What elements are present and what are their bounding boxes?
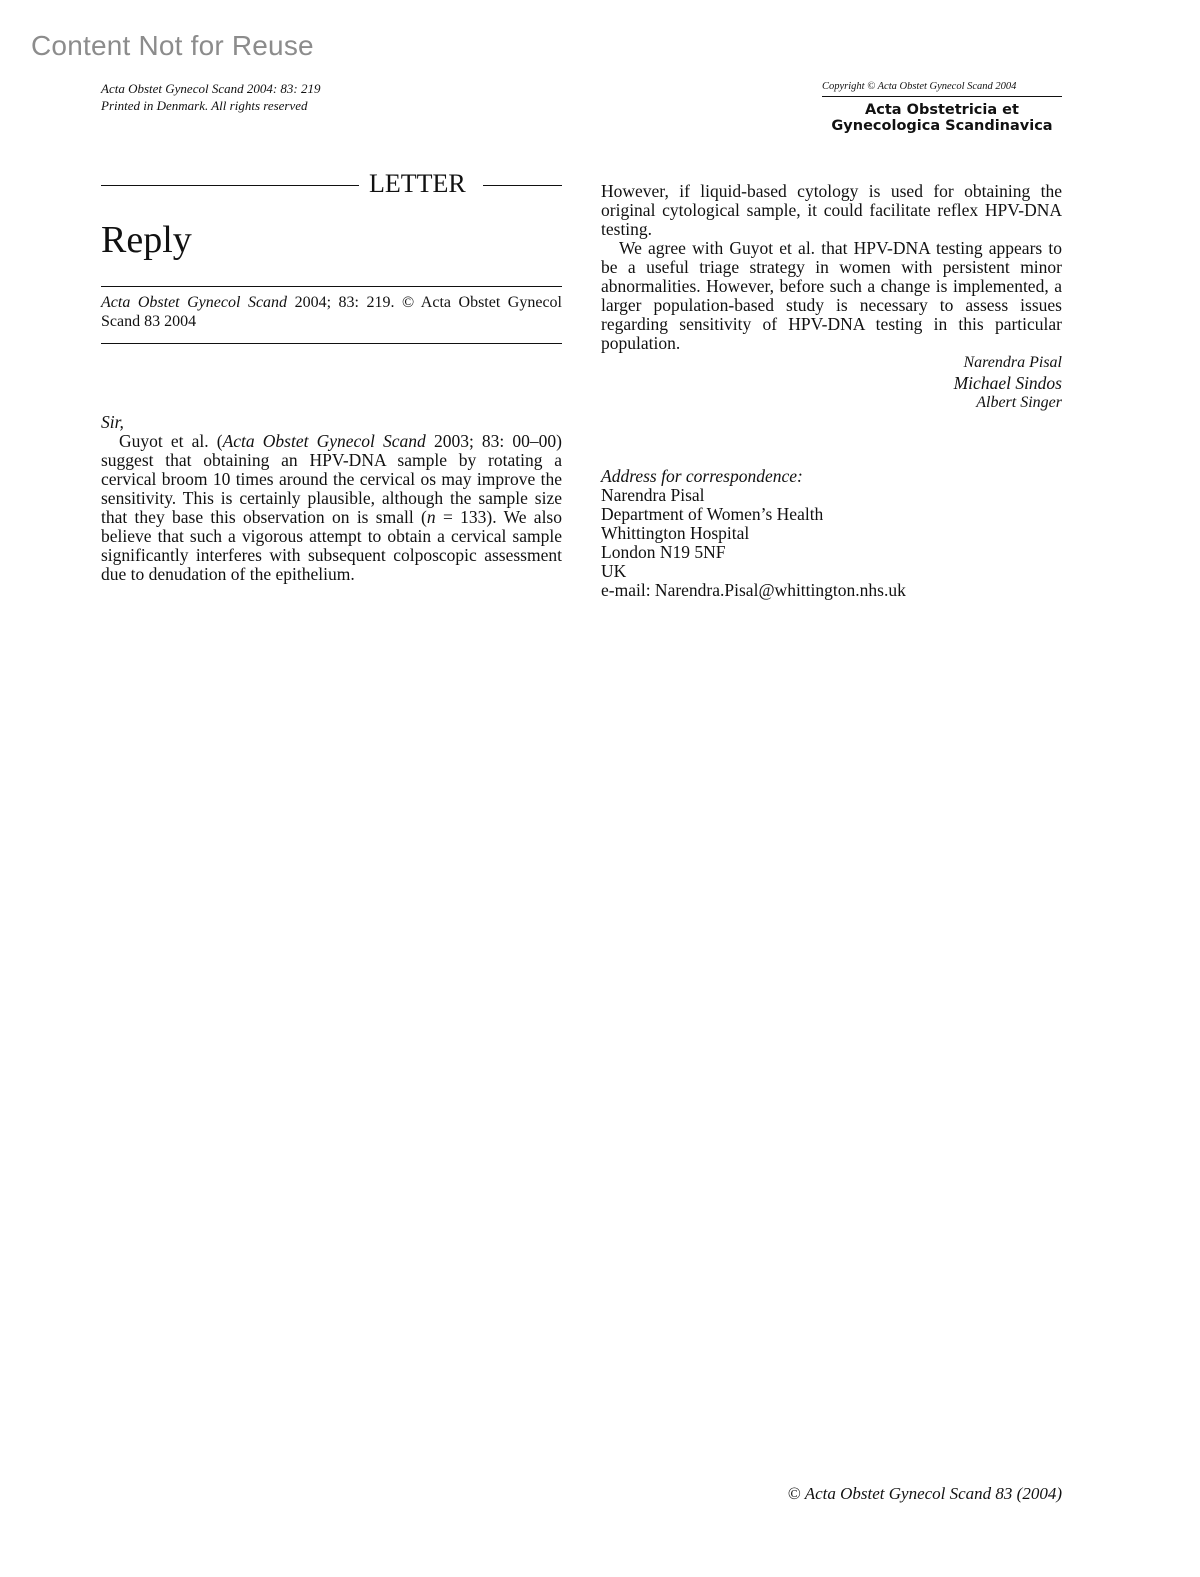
journal-masthead [822, 81, 1062, 134]
author-name: Narendra Pisal [963, 354, 1062, 371]
footer-citation: Acta Obstet Gynecol Scand 83 (2004) [800, 1484, 1062, 1503]
section-rule-left [101, 185, 359, 186]
journal-name-line-1: Acta Obstetricia et [865, 102, 1019, 118]
journal-name [822, 102, 1062, 134]
section-label: LETTER [369, 169, 466, 198]
sample-size-symbol: n [426, 507, 436, 527]
body-paragraph-3: We agree with Guyot et al. that HPV-DNA testing appears to be a useful triage strategy in women with persistent minor abnormalities. However, before such a change is implemented, a larger population-based study is necessary to assess issues regarding sensitivity of HPV-DNA testing in this particular population. [601, 238, 1062, 353]
section-rule-right [483, 185, 562, 186]
citation-journal: Acta Obstet Gynecol Scand [101, 294, 288, 311]
paragraph-text: = 133). We also believe that such a vigorous attempt to obtain a cervical sample significantly interferes with subsequent colposcopic assessment due to denudation of the epithelium. [101, 507, 562, 584]
author-name: Albert Singer [976, 394, 1062, 411]
left-column [101, 168, 562, 584]
journal-reference: Acta Obstet Gynecol Scand [222, 431, 426, 451]
citation-details: 2004; 83: 219. © Acta Obstet Gynecol Scand 83 2004 [101, 294, 562, 330]
correspondence-label: Address for correspondence: [601, 466, 803, 486]
body-paragraph-1 [101, 432, 562, 584]
paragraph-text: 2003; 83: 00–00) suggest that obtaining an HPV-DNA sample by rotating a cervical broom 10 times around the cervical os may improve the sensitivity. This is certainly plausible, although the sample size that they base this observation on is small ( [101, 431, 562, 527]
address-line: London N19 5NF [601, 542, 726, 562]
salutation: Sir, [101, 412, 124, 432]
address-line: Whittington Hospital [601, 523, 750, 543]
footer-copyright-symbol: © [787, 1484, 801, 1503]
watermark: Content Not for Reuse [31, 30, 314, 61]
address-line: Department of Women’s Health [601, 504, 824, 524]
author-signatures [601, 353, 1062, 413]
page-footer [760, 1484, 1062, 1504]
correspondence-address [601, 467, 1062, 600]
copyright-notice: Copyright © Acta Obstet Gynecol Scand 2004 [822, 81, 1062, 97]
printed-in-notice: Printed in Denmark. All rights reserved [101, 98, 308, 113]
section-header [101, 168, 562, 200]
journal-citation-header: Acta Obstet Gynecol Scand 2004: 83: 219 [101, 81, 321, 96]
email-address: e-mail: Narendra.Pisal@whittington.nhs.uk [601, 580, 906, 600]
article-citation [101, 286, 562, 344]
address-line: UK [601, 561, 627, 581]
article-title: Reply [101, 219, 192, 261]
body-paragraph-2: However, if liquid-based cytology is used for obtaining the original cytological sample, it could facilitate reflex HPV-DNA testing. [601, 181, 1062, 239]
author-name: Michael Sindos [953, 373, 1062, 393]
paragraph-text: Guyot et al. ( [119, 431, 223, 451]
journal-name-line-2: Gynecologica Scandinavica [831, 118, 1053, 134]
address-line: Narendra Pisal [601, 485, 705, 505]
running-header [101, 80, 321, 114]
right-column [601, 182, 1062, 600]
